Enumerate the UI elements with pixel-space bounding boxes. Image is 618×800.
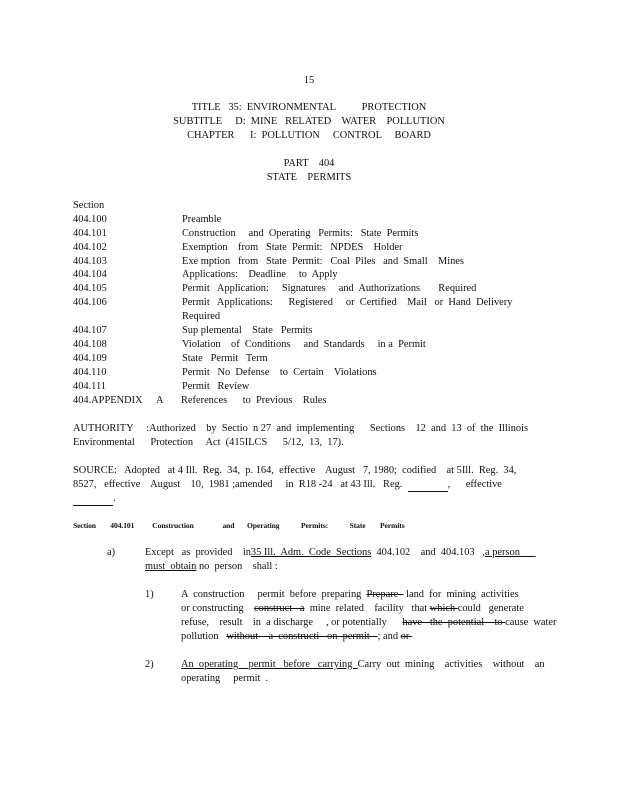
text: could generate (457, 603, 524, 614)
toc-title: Required (182, 311, 221, 322)
text: or constructing (181, 603, 255, 614)
toc-title: Exe mption from State Permit: Coal Piles and Small Mines (182, 256, 464, 267)
toc-title: Permit No Defense to Certain Violations (182, 367, 377, 378)
toc-title: Construction and Operating Permits: State Permits (182, 228, 419, 239)
blank-line (408, 481, 448, 492)
toc-num: 404.APPENDIX (73, 395, 143, 406)
toc-num: 404.106 (73, 297, 107, 308)
toc-title: Exemption from State Permit: NPDES Holder (182, 242, 403, 253)
toc-title: Permit Applications: Registered or Certified Mail or Hand Delivery (182, 297, 513, 308)
item-1-line-3 (181, 616, 557, 630)
toc-title: Permit Application: Signatures and Authorizations Required (182, 283, 477, 294)
toc-num: 404.100 (73, 214, 107, 225)
item-1-line-2 (181, 602, 524, 616)
text: mine related facility that (304, 603, 430, 614)
text: ; and (377, 631, 401, 642)
subsection-a-label: a) (107, 547, 116, 558)
deleted-text: have the potential to (402, 617, 506, 628)
toc-row[interactable] (73, 352, 543, 366)
toc-title: Preamble (182, 214, 222, 225)
toc-row[interactable] (73, 380, 543, 394)
part-title-line: STATE PERMITS (266, 172, 352, 183)
item-1-line-4 (181, 630, 412, 644)
inserted-text: a person (484, 547, 536, 558)
text: pollution (181, 631, 227, 642)
toc-row[interactable] (73, 296, 543, 310)
deleted-text: without a constructi on permit (226, 631, 378, 642)
toc-title: Sup plemental State Permits (182, 325, 313, 336)
toc-row[interactable] (73, 282, 543, 296)
chapter-line: CHAPTER I: POLLUTION CONTROL BOARD (187, 130, 431, 141)
toc-row-continued (73, 310, 543, 324)
text: A construction permit before preparing (181, 589, 367, 600)
toc-num: 404.109 (73, 353, 107, 364)
inserted-text: 35 Ill. Adm. Code Sections (250, 547, 372, 558)
toc-num: 404.108 (73, 339, 107, 350)
text: land for mining activities (403, 589, 519, 600)
toc-num: 404.101 (73, 228, 107, 239)
text: Carry out mining activities without an (357, 659, 545, 670)
source-period: . (113, 493, 116, 504)
item-2-label: 2) (145, 659, 154, 670)
part-line: PART 404 (283, 158, 335, 169)
authority-line-2: Environmental Protection Act (415ILCS 5/12, 13, 17). (73, 437, 344, 448)
source-text: 8527, effective August 10, 1981 ;amended in R18 -24 at 43 Ill. Reg. (73, 479, 403, 490)
blank-line (73, 495, 113, 506)
deleted-text: Prepare (366, 589, 404, 600)
inserted-text: An operating permit before carrying (181, 659, 358, 670)
toc-num: 404.107 (73, 325, 107, 336)
subsection-a-line-1 (145, 546, 535, 560)
toc-title: References to Previous Rules (181, 395, 327, 406)
subsection-a-line-2 (145, 560, 278, 574)
text: cause water (505, 617, 557, 628)
toc-row-appendix[interactable] (73, 394, 543, 408)
toc-num: 404.103 (73, 256, 107, 267)
text: refuse, result in a discharge , or potentially (181, 617, 403, 628)
toc-title: Violation of Conditions and Standards in a Permit (182, 339, 426, 350)
item-1-label: 1) (145, 589, 154, 600)
toc-row[interactable] (73, 366, 543, 380)
subtitle-line: SUBTITLE D: MINE RELATED WATER POLLUTION (173, 116, 445, 127)
item-2-line-1 (181, 658, 545, 672)
item-2-line-2: operating permit . (181, 673, 269, 684)
toc-row[interactable] (73, 213, 543, 227)
title-line: TITLE 35: ENVIRONMENTAL PROTECTION (191, 102, 427, 113)
deleted-text: construct a (254, 603, 305, 614)
toc-num: 404.105 (73, 283, 107, 294)
source-line-2 (73, 478, 502, 492)
page-number: 15 (303, 75, 315, 86)
toc-num: 404.111 (73, 381, 106, 392)
section-heading: Section 404.101 Construction and Operating Permits: State Permits (73, 521, 405, 530)
source-effective: , effective (447, 479, 502, 490)
toc-row[interactable] (73, 255, 543, 269)
inserted-text: must obtain (145, 561, 197, 572)
text: Except as provided in (145, 547, 251, 558)
toc-row[interactable] (73, 227, 543, 241)
item-1-line-1 (181, 588, 519, 602)
toc-num: 404.102 (73, 242, 107, 253)
toc-row[interactable] (73, 338, 543, 352)
appendix-letter: A (156, 395, 164, 406)
toc-label: Section (73, 200, 105, 211)
toc-num: 404.110 (73, 367, 107, 378)
text: 404.102 and 404.103 , (371, 547, 485, 558)
authority-line-1: AUTHORITY :Authorized by Sectio n 27 and implementing Sections 12 and 13 of the Illinois (73, 423, 529, 434)
deleted-text: or (400, 631, 412, 642)
text: no person shall : (196, 561, 278, 572)
source-line-3 (73, 492, 116, 506)
toc-row[interactable] (73, 268, 543, 282)
toc-row[interactable] (73, 241, 543, 255)
toc-row[interactable] (73, 324, 543, 338)
toc-title: Permit Review (182, 381, 250, 392)
deleted-text: which (429, 603, 458, 614)
toc-num: 404.104 (73, 269, 107, 280)
source-line-1: SOURCE: Adopted at 4 Ill. Reg. 34, p. 164, effective August 7, 1980; codified at 5Ill. Reg. 34, (73, 465, 517, 476)
toc-title: State Permit Term (182, 353, 268, 364)
toc-title: Applications: Deadline to Apply (182, 269, 338, 280)
